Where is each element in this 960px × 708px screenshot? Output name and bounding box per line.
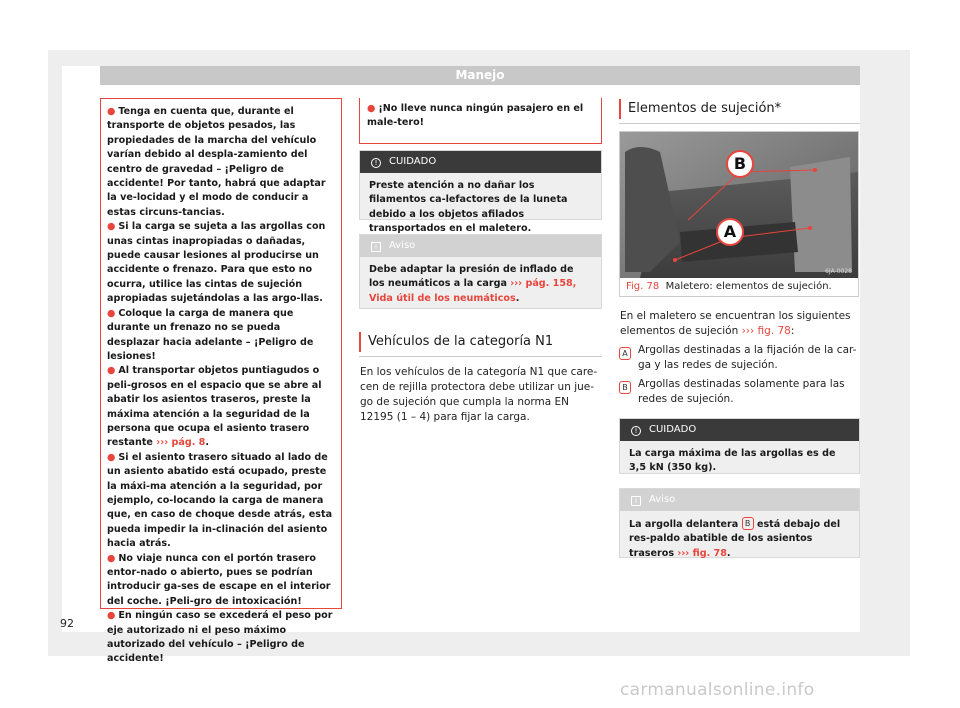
warning-item: ● Si la carga se sujeta a las argollas con unas cintas inapropiadas o dañadas, puede causar lesiones al producirse un accidente o frenazo. Para que esto no ocurra, utilice las cintas de sujeción apropiadas sujetándolas a las argo-llas. (107, 221, 326, 305)
warning-item: ● Al transportar objetos puntiagudos o peli-grosos en el espacio que se abre al abatir los asientos traseros, preste la máxima atención a la seguridad de la persona que ocupa el asiento trasero restante ››› pág. 8. (107, 365, 322, 449)
section-divider (359, 356, 602, 357)
caution-icon: ! (631, 426, 641, 436)
callout-b: B (726, 150, 754, 178)
notice-text: Debe adaptar la presión de inflado de los neumáticos a la carga ››› pág. 158, Vida útil de los neumáticos. (369, 264, 577, 304)
notice-header: ! CUIDADO (620, 419, 859, 441)
figure-caption: Fig. 78 Maletero: elementos de sujeción. (626, 281, 832, 292)
section-title: Vehículos de la categoría N1 (368, 334, 554, 349)
info-icon: i (371, 242, 381, 252)
warning-item: ● ¡No lleve nunca ningún pasajero en el male-tero! (367, 103, 584, 129)
bullet-icon: ● (107, 106, 116, 117)
page-number: 92 (60, 617, 74, 630)
notice-header: i Aviso (620, 489, 859, 511)
info-icon: i (631, 496, 641, 506)
bullet-icon: ● (107, 451, 116, 463)
warning-item: ● Coloque la carga de manera que durante un frenazo no se pueda desplazar hacia adelante – ¡Peligro de lesiones! (107, 307, 314, 362)
page-link[interactable]: ››› pág. 8 (156, 437, 206, 449)
figure-link[interactable]: ››› fig. 78 (677, 547, 727, 559)
section-text: En los vehículos de la categoría N1 que care-cen de rejilla protectora debe utilizar un jue-go de sujeción que cumpla la norma EN 12195 (1 – 4) para fijar la carga. (360, 366, 598, 423)
cuidado-notice (359, 150, 602, 235)
notice-text: La carga máxima de las argollas es de 3,5 kN (350 kg). (629, 448, 836, 474)
bullet-icon: ● (107, 552, 116, 564)
intro-text: En el maletero se encuentran los siguientes elementos de sujeción ››› fig. 78: (620, 310, 851, 337)
notice-header: ! CUIDADO (360, 151, 601, 173)
list-item: Argollas destinadas solamente para las redes de sujeción. (638, 378, 845, 405)
page-link[interactable]: ››› pág. 158, Vida útil de los neumáticos (369, 278, 577, 304)
cuidado-notice (619, 418, 860, 474)
bullet-icon: ● (107, 610, 116, 622)
section-divider (619, 123, 860, 124)
bullet-icon: ● (107, 221, 116, 233)
list-item: Argollas destinadas a la fijación de la car-ga y las redes de sujeción. (638, 344, 857, 371)
callout-a: A (716, 218, 744, 246)
warning-item: ● Tenga en cuenta que, durante el transporte de objetos pesados, las propiedades de la marcha del vehículo varían debido al despla-zamiento del centro de gravedad – ¡Peligro de accidente! Por tanto, habrá que adaptar la ve-locidad y el modo de conducir a estas circuns-tancias. (107, 106, 326, 218)
bullet-icon: ● (107, 365, 116, 377)
figure-code: 6JA-0028 (825, 268, 852, 275)
warning-item: ● Si el asiento trasero situado al lado de un asiento abatido está ocupado, preste la máxi-ma atención a la seguridad, por ejemplo, co-locando la carga de manera que, en caso de choque desde atrás, esta pueda impedir la in-clinación del asiento hacia atrás. (107, 451, 333, 550)
item-label-a: A (619, 347, 631, 360)
warning-item: ● No viaje nunca con el portón trasero entor-nado o abierto, pues se podrían introducir ga-ses de escape en el interior del coche. ¡Peli-gro de intoxicación! (107, 552, 331, 607)
inline-label-b: B (742, 517, 754, 530)
bullet-icon: ● (367, 103, 376, 114)
aviso-notice (619, 488, 860, 558)
warning-item: ● En ningún caso se excederá el peso por eje autorizado ni el peso máximo autorizado del vehículo – ¡Peligro de accidente! (107, 610, 333, 665)
caution-icon: ! (371, 158, 381, 168)
section-marker (619, 99, 621, 119)
warning-box (100, 98, 342, 665)
aviso-notice (359, 234, 602, 309)
notice-text: La argolla delantera B está debajo del res-paldo abatible de los asientos traseros ››› fig. 78. (629, 519, 841, 559)
section-marker (359, 332, 361, 352)
watermark[interactable]: carmanualsonline.info (620, 680, 815, 700)
section-title: Elementos de sujeción* (628, 101, 782, 116)
item-label-b: B (619, 381, 631, 394)
notice-header: i Aviso (360, 235, 601, 257)
page-header: Manejo (100, 66, 860, 85)
bullet-icon: ● (107, 307, 116, 319)
warning-box-continued (359, 98, 602, 144)
figure-78 (619, 131, 859, 297)
figure-link[interactable]: ››› fig. 78 (741, 325, 791, 337)
trunk-photo (620, 132, 858, 278)
notice-text: Preste atención a no dañar los filamentos ca-lefactores de la luneta debido a los objetos afilados transportados en el maletero. (369, 180, 568, 235)
